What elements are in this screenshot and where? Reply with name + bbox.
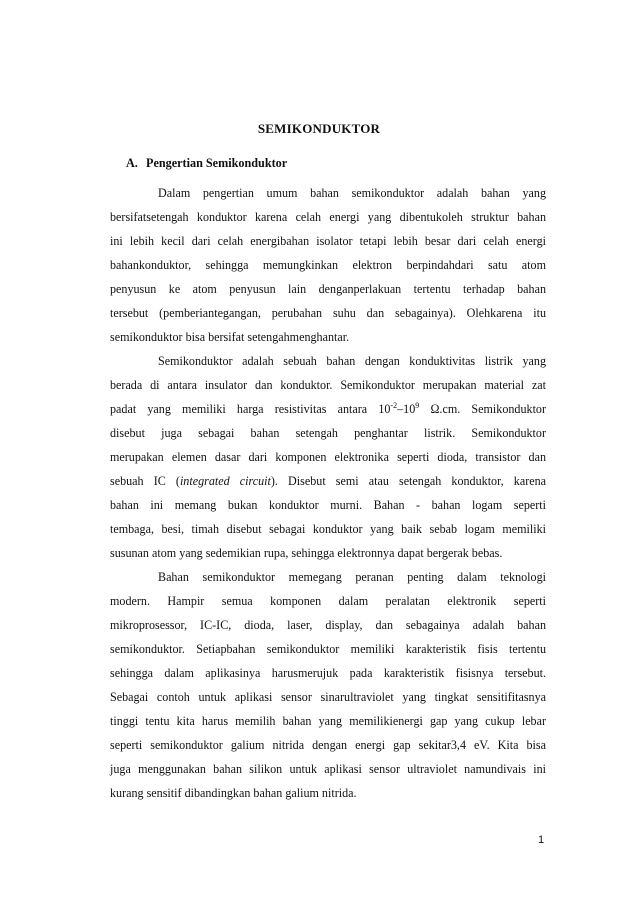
- text-segment: ). Disebut semi atau setengah konduktor, karena: [270, 474, 546, 488]
- text-line: Bahan semikonduktor memegang peranan penting dalam teknologi: [158, 570, 546, 584]
- page-number: 1: [538, 834, 545, 846]
- exponent: 9: [415, 401, 420, 410]
- text-line-resistivity: [110, 402, 546, 417]
- text-line: juga menggunakan bahan silikon untuk aplikasi sensor ultraviolet namundivais ini: [110, 762, 546, 776]
- text-line-ic: [110, 474, 546, 489]
- text-line: kurang sensitif dibandingkan bahan galium nitrida.: [110, 786, 357, 800]
- text-line: bahankonduktor, sehingga memungkinkan elektron berpindahdari satu atom: [110, 258, 546, 272]
- resistivity-unit: Ω.cm. Semikonduktor: [419, 402, 547, 416]
- text-line: disebut juga sebagai bahan setengah penghantar listrik. Semikonduktor: [110, 426, 546, 440]
- text-line: sehingga dalam aplikasinya harusmerujuk pada karakteristik fisisnya tersebut.: [110, 666, 546, 680]
- text-line: ini lebih kecil dari celah energibahan isolator tetapi lebih besar dari celah energi: [110, 234, 546, 248]
- section-heading-text: Pengertian Semikonduktor: [146, 156, 288, 170]
- text-line: semikonduktor. Setiapbahan semikonduktor memiliki karakteristik fisis tertentu: [110, 642, 546, 656]
- base: 10: [378, 402, 391, 416]
- text-line: bahan ini memang bukan konduktor murni. Bahan - bahan logam seperti: [110, 498, 546, 512]
- resistivity-low: [378, 402, 397, 416]
- text-line: Sebagai contoh untuk aplikasi sensor sinarultraviolet yang tingkat sensitifitasnya: [110, 690, 546, 704]
- document-title: SEMIKONDUKTOR: [257, 121, 381, 136]
- text-segment: padat yang memiliki harga resistivitas antara: [110, 402, 368, 416]
- text-line: mikroprosessor, IC-IC, dioda, laser, display, dan sebagainya adalah bahan: [110, 618, 546, 632]
- text-line: seperti semikonduktor galium nitrida dengan energi gap sekitar3,4 eV. Kita bisa: [110, 738, 546, 752]
- text-line: modern. Hampir semua komponen dalam peralatan elektronik seperti: [110, 594, 546, 608]
- text-line: semikonduktor bisa bersifat setengahmenghantar.: [110, 330, 350, 344]
- text-line: berada di antara insulator dan konduktor. Semikonduktor merupakan material zat: [110, 378, 546, 392]
- text-line: tersebut (pemberiantegangan, perubahan suhu dan sebagainya). Olehkarena itu: [110, 306, 546, 320]
- exponent: -2: [390, 401, 398, 410]
- text-line: tembaga, besi, timah disebut sebagai konduktor yang baik sebab logam memiliki: [110, 522, 546, 536]
- resistivity-high: [403, 402, 419, 416]
- text-line: Semikonduktor adalah sebuah bahan dengan konduktivitas listrik yang: [158, 354, 546, 368]
- range-dash: –: [397, 402, 404, 416]
- text-line: merupakan elemen dasar dari komponen elektronika seperti dioda, transistor dan: [110, 450, 546, 464]
- text-line: bersifatsetengah konduktor karena celah energi yang dibentukoleh struktur bahan: [110, 210, 546, 224]
- italic-term: integrated circuit: [179, 474, 271, 488]
- text-line: penyusun ke atom penyusun lain denganperlakuan tertentu terhadap bahan: [110, 282, 546, 296]
- text-line: susunan atom yang sedemikian rupa, sehingga elektronnya dapat bergerak bebas.: [110, 546, 503, 560]
- base: 10: [403, 402, 416, 416]
- section-heading: [126, 156, 287, 171]
- text-line: tinggi tentu kita harus memilih bahan yang memilikienergi gap yang cukup lebar: [110, 714, 546, 728]
- text-segment: sebuah IC (: [110, 474, 180, 488]
- text-line: Dalam pengertian umum bahan semikonduktor adalah bahan yang: [158, 186, 546, 200]
- section-number: A.: [126, 156, 138, 170]
